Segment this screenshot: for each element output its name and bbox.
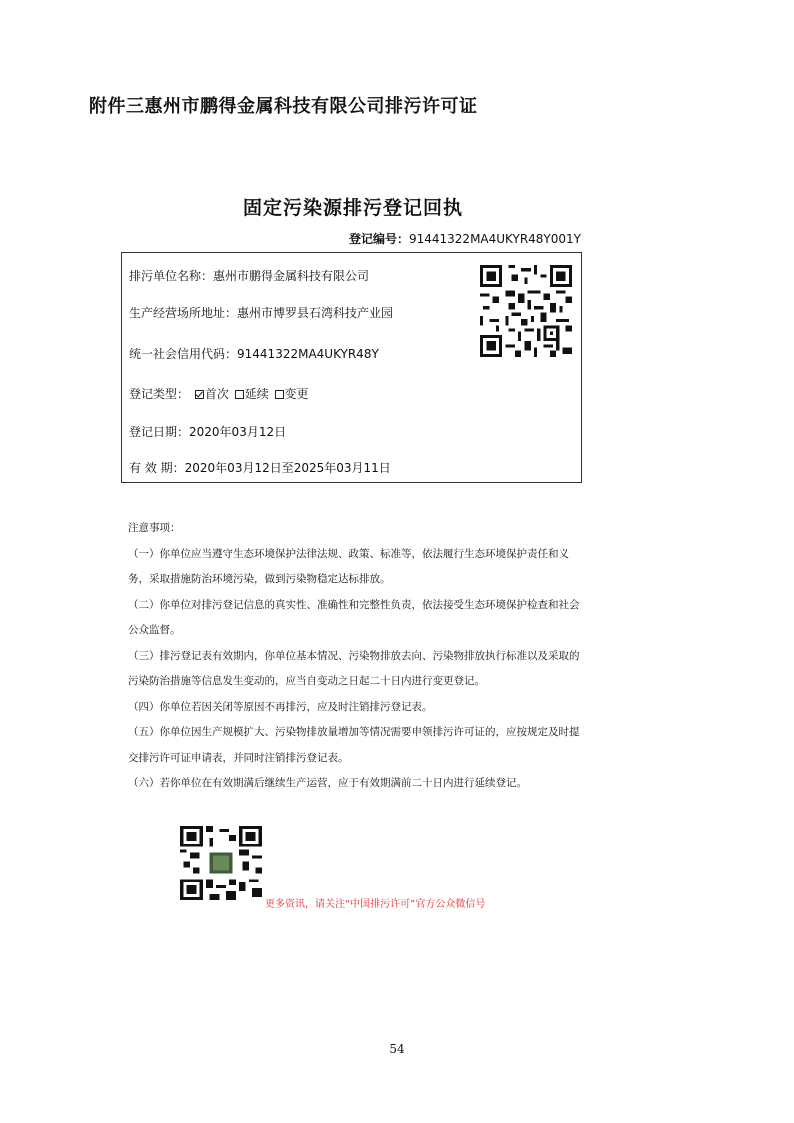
registration-label: 登记编号： [348,232,409,246]
registration-date-label: 登记日期： [129,425,190,439]
note-item: （四）你单位若因关闭等原因不再排污，应及时注销排污登记表。 [128,700,433,713]
unit-name-label: 排污单位名称： [129,269,214,283]
validity-label: 有 效 期： [129,461,185,475]
wechat-qr-code-icon [180,826,262,900]
notes-heading: 注意事项： [128,522,181,534]
notes-section [128,516,588,797]
registration-number: 91441322MA4UKYR48Y001Y [408,232,581,246]
receipt-title: 固定污染源排污登记回执 [242,197,463,219]
checkbox-empty-icon [235,390,244,399]
note-item: （三）排污登记表有效期内，你单位基本情况、污染物排放去向、污染物排放执行标准以及采取的污染防治措施等信息发生变动的，应当自变动之日起二十日内进行变更登记。 [128,649,580,687]
credit-code-value: 91441322MA4UKYR48Y [237,347,379,361]
unit-name-value: 惠州市鹏得金属科技有限公司 [213,269,370,283]
credit-code-label: 统一社会信用代码： [129,347,238,361]
checkbox-empty-icon [275,390,284,399]
type-option-change-label: 变更 [284,387,309,401]
page-number: 54 [389,1042,405,1056]
credit-code-row [129,345,379,362]
type-option-first [193,387,229,401]
address-label: 生产经营场所地址： [129,306,238,320]
note-item: （六）若你单位在有效期满后继续生产运营，应于有效期满前二十日内进行延续登记。 [128,777,527,789]
checkbox-checked-icon [195,390,204,399]
address-row [129,304,393,321]
unit-name-row [129,267,369,284]
type-option-renew-label: 延续 [244,387,269,401]
qr-code-icon [480,265,572,357]
registration-date-row [129,423,286,440]
wechat-note: 更多资讯，请关注“中国排污许可”官方公众微信号 [265,899,486,910]
address-value: 惠州市博罗县石湾科技产业园 [237,306,394,320]
note-item: （一）你单位应当遵守生态环境保护法律法规、政策、标准等，依法履行生态环境保护责任和义务，采取措施防治环境污染，做到污染物稳定达标排放。 [128,547,569,585]
registration-line [349,230,581,247]
registration-type-row [129,385,309,402]
registration-date-value: 2020年03月12日 [189,425,287,439]
attachment-title: 附件三惠州市鹏得金属科技有限公司排污许可证 [89,96,478,117]
type-option-renew [233,387,269,401]
type-option-first-label: 首次 [204,387,229,401]
note-item: （二）你单位对排污登记信息的真实性、准确性和完整性负责，依法接受生态环境保护检查和社会公众监督。 [128,598,580,636]
registration-type-label: 登记类型： [129,387,190,401]
note-item: （五）你单位因生产规模扩大、污染物排放量增加等情况需要申领排污许可证的，应按规定及时提交排污许可证申请表，并同时注销排污登记表。 [128,726,580,764]
validity-value: 2020年03月12日至2025年03月11日 [184,461,391,475]
type-option-change [273,387,309,401]
validity-row [129,459,391,476]
info-box [121,252,582,483]
